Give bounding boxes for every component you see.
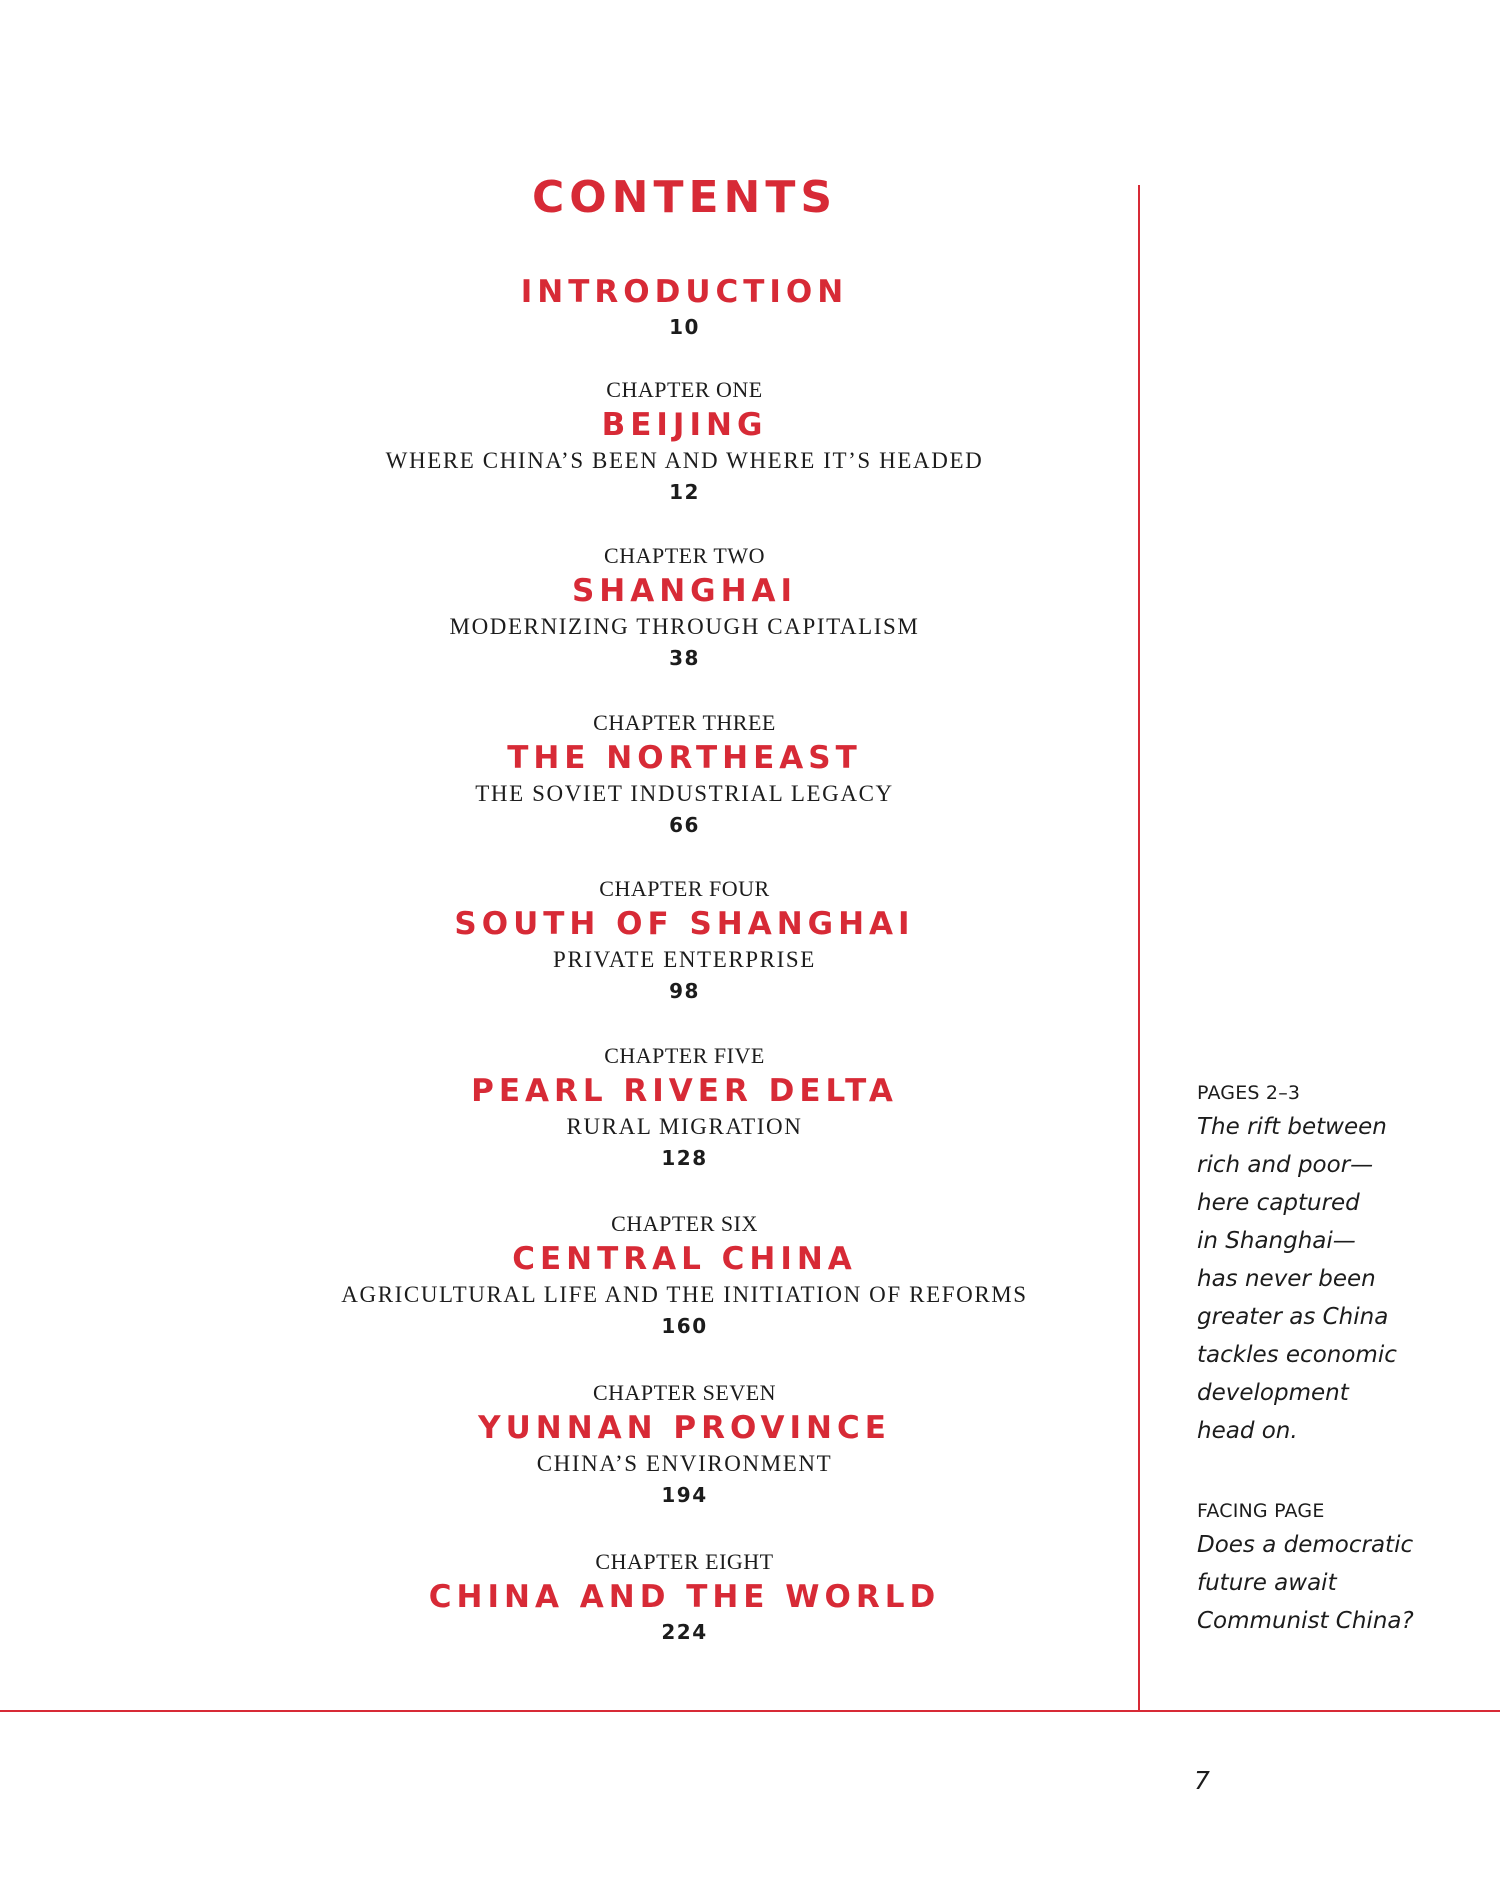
caption-label: PAGES 2–3 — [1197, 1082, 1301, 1104]
chapter-entry-four — [0, 874, 1369, 1006]
chapter-page-number: 224 — [661, 1620, 708, 1644]
caption-line: greater as China — [1197, 1304, 1389, 1330]
chapter-title: YUNNAN PROVINCE — [478, 1410, 891, 1446]
caption-line: in Shanghai— — [1197, 1228, 1356, 1254]
chapter-number: CHAPTER SEVEN — [592, 1380, 777, 1405]
caption-text — [1197, 1526, 1457, 1640]
chapter-title: SHANGHAI — [571, 573, 798, 609]
chapter-entry-three — [0, 708, 1369, 840]
chapter-entry-five — [0, 1041, 1369, 1173]
chapter-subtitle: CHINA’S ENVIRONMENT — [536, 1451, 833, 1476]
chapter-entry-two — [0, 541, 1369, 673]
chapter-subtitle: PRIVATE ENTERPRISE — [553, 947, 816, 972]
chapter-number: CHAPTER FIVE — [604, 1043, 765, 1068]
chapter-subtitle: AGRICULTURAL LIFE AND THE INITIATION OF REFORMS — [341, 1282, 1028, 1307]
caption-line: Communist China? — [1197, 1608, 1414, 1634]
chapter-page-number: 38 — [669, 646, 700, 670]
chapter-title: PEARL RIVER DELTA — [471, 1073, 898, 1109]
chapter-entry-one — [0, 375, 1369, 507]
vertical-divider-rule — [1138, 185, 1140, 1711]
introduction-page-number: 10 — [669, 315, 700, 339]
chapter-title: SOUTH OF SHANGHAI — [454, 906, 915, 942]
caption-line: development — [1197, 1380, 1349, 1406]
chapter-page-number: 12 — [669, 480, 700, 504]
caption-line: Does a democratic — [1197, 1532, 1414, 1558]
chapter-page-number: 194 — [661, 1483, 708, 1507]
chapter-page-number: 128 — [661, 1146, 708, 1170]
chapter-subtitle: WHERE CHINA’S BEEN AND WHERE IT’S HEADED — [385, 448, 984, 473]
caption-line: tackles economic — [1197, 1342, 1397, 1368]
contents-heading: CONTENTS — [531, 172, 838, 223]
caption-line: The rift between — [1197, 1114, 1387, 1140]
caption-line: head on. — [1197, 1418, 1298, 1444]
chapter-entry-six — [0, 1209, 1369, 1341]
chapter-entry-seven — [0, 1378, 1369, 1510]
chapter-title: CHINA AND THE WORLD — [428, 1579, 941, 1615]
chapter-title: BEIJING — [601, 407, 768, 443]
chapter-number: CHAPTER ONE — [606, 377, 763, 402]
chapter-number: CHAPTER SIX — [611, 1211, 758, 1236]
chapter-number: CHAPTER THREE — [593, 710, 776, 735]
chapter-subtitle: THE SOVIET INDUSTRIAL LEGACY — [475, 781, 894, 806]
introduction-title: INTRODUCTION — [520, 274, 849, 310]
caption-facing-page — [1197, 1496, 1457, 1640]
horizontal-divider-rule — [0, 1710, 1500, 1712]
chapter-subtitle: MODERNIZING THROUGH CAPITALISM — [449, 614, 920, 639]
chapter-title: THE NORTHEAST — [507, 740, 862, 776]
page-folio-number: 7 — [1194, 1766, 1210, 1795]
chapter-page-number: 98 — [669, 979, 700, 1003]
caption-pages-2-3 — [1197, 1078, 1457, 1450]
caption-text — [1197, 1108, 1457, 1450]
chapter-page-number: 160 — [661, 1314, 708, 1338]
caption-line: rich and poor— — [1197, 1152, 1374, 1178]
chapter-number: CHAPTER TWO — [604, 543, 765, 568]
chapter-title: CENTRAL CHINA — [512, 1241, 857, 1277]
caption-line: future await — [1197, 1570, 1337, 1596]
chapter-number: CHAPTER FOUR — [599, 876, 770, 901]
caption-line: here captured — [1197, 1190, 1360, 1216]
caption-line: has never been — [1197, 1266, 1376, 1292]
chapter-page-number: 66 — [669, 813, 700, 837]
chapter-number: CHAPTER EIGHT — [595, 1549, 774, 1574]
chapter-subtitle: RURAL MIGRATION — [566, 1114, 803, 1139]
caption-label: FACING PAGE — [1197, 1500, 1325, 1522]
chapter-entry-eight — [0, 1547, 1369, 1647]
introduction-entry — [0, 272, 1369, 342]
